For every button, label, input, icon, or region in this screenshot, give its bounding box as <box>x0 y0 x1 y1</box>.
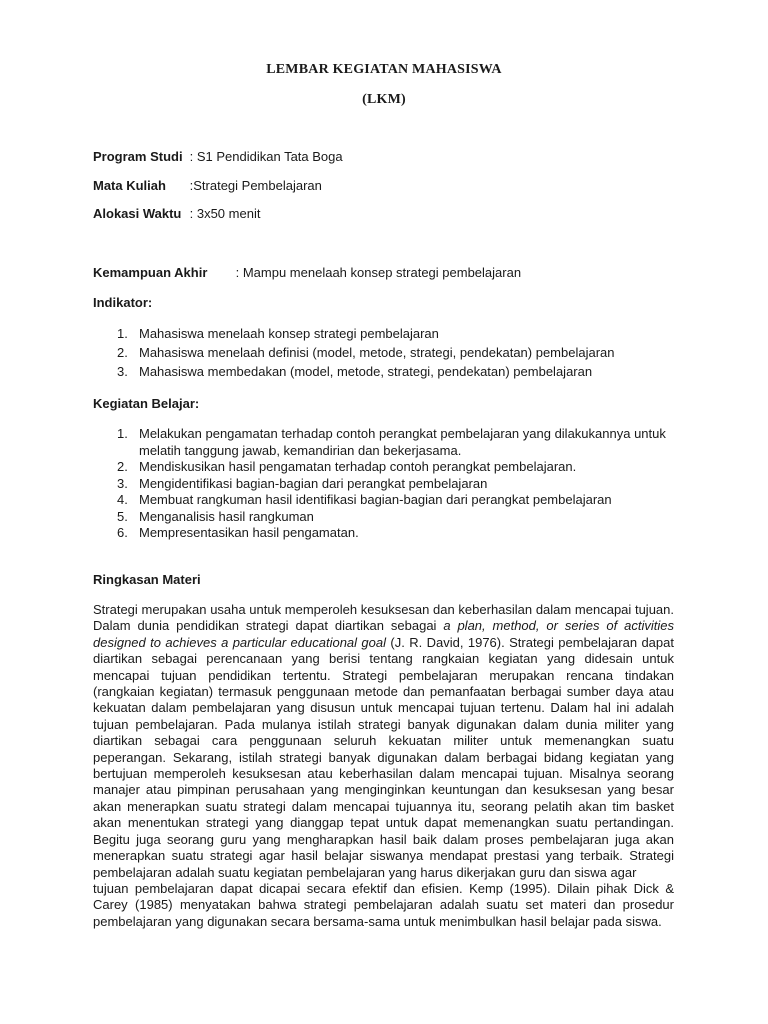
item-text: Mengidentifikasi bagian-bagian dari perangkat pembelajaran <box>139 475 488 491</box>
item-number: 6. <box>117 525 128 540</box>
item-text: Melakukan pengamatan terhadap contoh perangkat pembelajaran yang dilakukannya untuk melatih tanggung jawab, kemandirian dan bekerjasama. <box>139 426 666 458</box>
document-subtitle: (LKM) <box>362 92 406 107</box>
item-number: 4. <box>117 492 128 507</box>
kegiatan-list <box>93 426 678 542</box>
list-item <box>93 364 678 381</box>
paragraph-text: (J. R. David, 1976). Strategi pembelajaran dapat diartikan sebagai perencanaan yang berisi tentang rangkaian kegiatan yang didesain untuk mencapai tujuan pendidikan tertentu. Strategi pembelajaran merupakan rencana tindakan (rangkaian kegiatan) termasuk penggunaan metode dan pemanfaatan berbagai sumber daya atau kekuatan dalam pembelajaran yang disusun untuk mencapai tujuan tertenu. Dalam hal ini adalah tujuan pembelajaran. Pada mulanya istilah strategi banyak digunakan dalam dunia militer yang diartikan sebagai cara penggunaan seluruh kekuatan militer untuk memenangkan suatu peperangan. Sekarang, istilah strategi banyak digunakan dalam berbagai bidang kegiatan yang bertujuan memperoleh kesuksesan atau keberhasilan dalam mencapai tujuan. Misalnya seorang manajer atau pimpinan perusahaan yang menginginkan keuntungan dan kesuksesan yang besar akan menerapkan suatu strategi dalam mencapai tujuannya itu, seorang pelatih akan tim basket akan menentukan strategi yang dianggap tepat untuk dapat memenangkan suatu pertandingan. Begitu juga seorang guru yang mengharapkan hasil baik dalam proses pembelajaran juga akan menerapkan suatu strategi agar hasil belajar siswanya mendapat prestasi yang terbaik. Strategi pembelajaran adalah suatu kegiatan pembelajaran yang harus dikerjakan guru dan siswa agar <box>93 634 674 880</box>
ringkasan-heading: Ringkasan Materi <box>93 572 201 587</box>
item-text: Mendiskusikan hasil pengamatan terhadap contoh perangkat pembelajaran. <box>139 459 577 474</box>
meta-program-studi <box>93 149 343 165</box>
kemampuan-value: : Mampu menelaah konsep strategi pembelajaran <box>235 265 522 280</box>
item-number: 2. <box>117 345 128 360</box>
paragraph-text: Strategi merupakan usaha untuk memperoleh kesuksesan dan keberhasilan dalam mencapai tujuan. Dalam dunia pendidikan strategi dapat diartikan sebagai <box>93 602 674 634</box>
list-item <box>93 509 678 526</box>
meta-value: :Strategi Pembelajaran <box>189 178 322 193</box>
meta-mata-kuliah <box>93 178 322 194</box>
item-number: 3. <box>117 364 128 379</box>
paragraph-text: tujuan pembelajaran dapat dicapai secara efektif dan efisien. Kemp (1995). Dilain pihak Dick & Carey (1985) menyatakan bahwa strategi pembelajaran adalah suatu set materi dan prosedur pembelajaran yang digunakan secara bersama-sama untuk menimbulkan hasil belajar pada siswa. <box>93 880 674 929</box>
ringkasan-body <box>93 602 674 930</box>
meta-value: : S1 Pendidikan Tata Boga <box>189 149 343 164</box>
meta-label: Mata Kuliah <box>93 178 166 193</box>
list-item <box>93 492 678 509</box>
indikator-list <box>93 326 678 383</box>
item-number: 1. <box>117 426 128 441</box>
kemampuan-label: Kemampuan Akhir <box>93 265 208 280</box>
item-number: 3. <box>117 475 128 491</box>
list-item <box>93 476 678 493</box>
paragraph <box>93 881 674 930</box>
item-text: Mahasiswa membedakan (model, metode, strategi, pendekatan) pembelajaran <box>139 364 593 379</box>
paragraph-italic: a plan, method, or series of activities designed to achieves a particular educational goal <box>93 618 674 650</box>
item-text: Mempresentasikan hasil pengamatan. <box>139 525 359 540</box>
meta-alokasi-waktu <box>93 206 260 222</box>
list-item <box>93 426 678 459</box>
kemampuan-akhir <box>93 265 521 281</box>
indikator-heading: Indikator: <box>93 295 153 310</box>
meta-value: : 3x50 menit <box>189 206 261 221</box>
item-text: Menganalisis hasil rangkuman <box>139 508 314 524</box>
item-text: Mahasiswa menelaah konsep strategi pembelajaran <box>139 326 439 341</box>
document-title: LEMBAR KEGIATAN MAHASISWA <box>266 62 502 77</box>
item-text: Membuat rangkuman hasil identifikasi bagian-bagian dari perangkat pembelajaran <box>139 492 612 507</box>
item-number: 5. <box>117 508 128 524</box>
list-item <box>93 345 678 362</box>
kegiatan-heading: Kegiatan Belajar: <box>93 396 200 411</box>
meta-label: Program Studi <box>93 149 183 164</box>
list-item <box>93 459 678 476</box>
list-item <box>93 326 678 343</box>
list-item <box>93 525 678 542</box>
item-number: 2. <box>117 459 128 474</box>
item-number: 1. <box>117 326 128 341</box>
meta-label: Alokasi Waktu <box>93 206 182 221</box>
paragraph <box>93 602 674 881</box>
item-text: Mahasiswa menelaah definisi (model, metode, strategi, pendekatan) pembelajaran <box>139 345 615 360</box>
